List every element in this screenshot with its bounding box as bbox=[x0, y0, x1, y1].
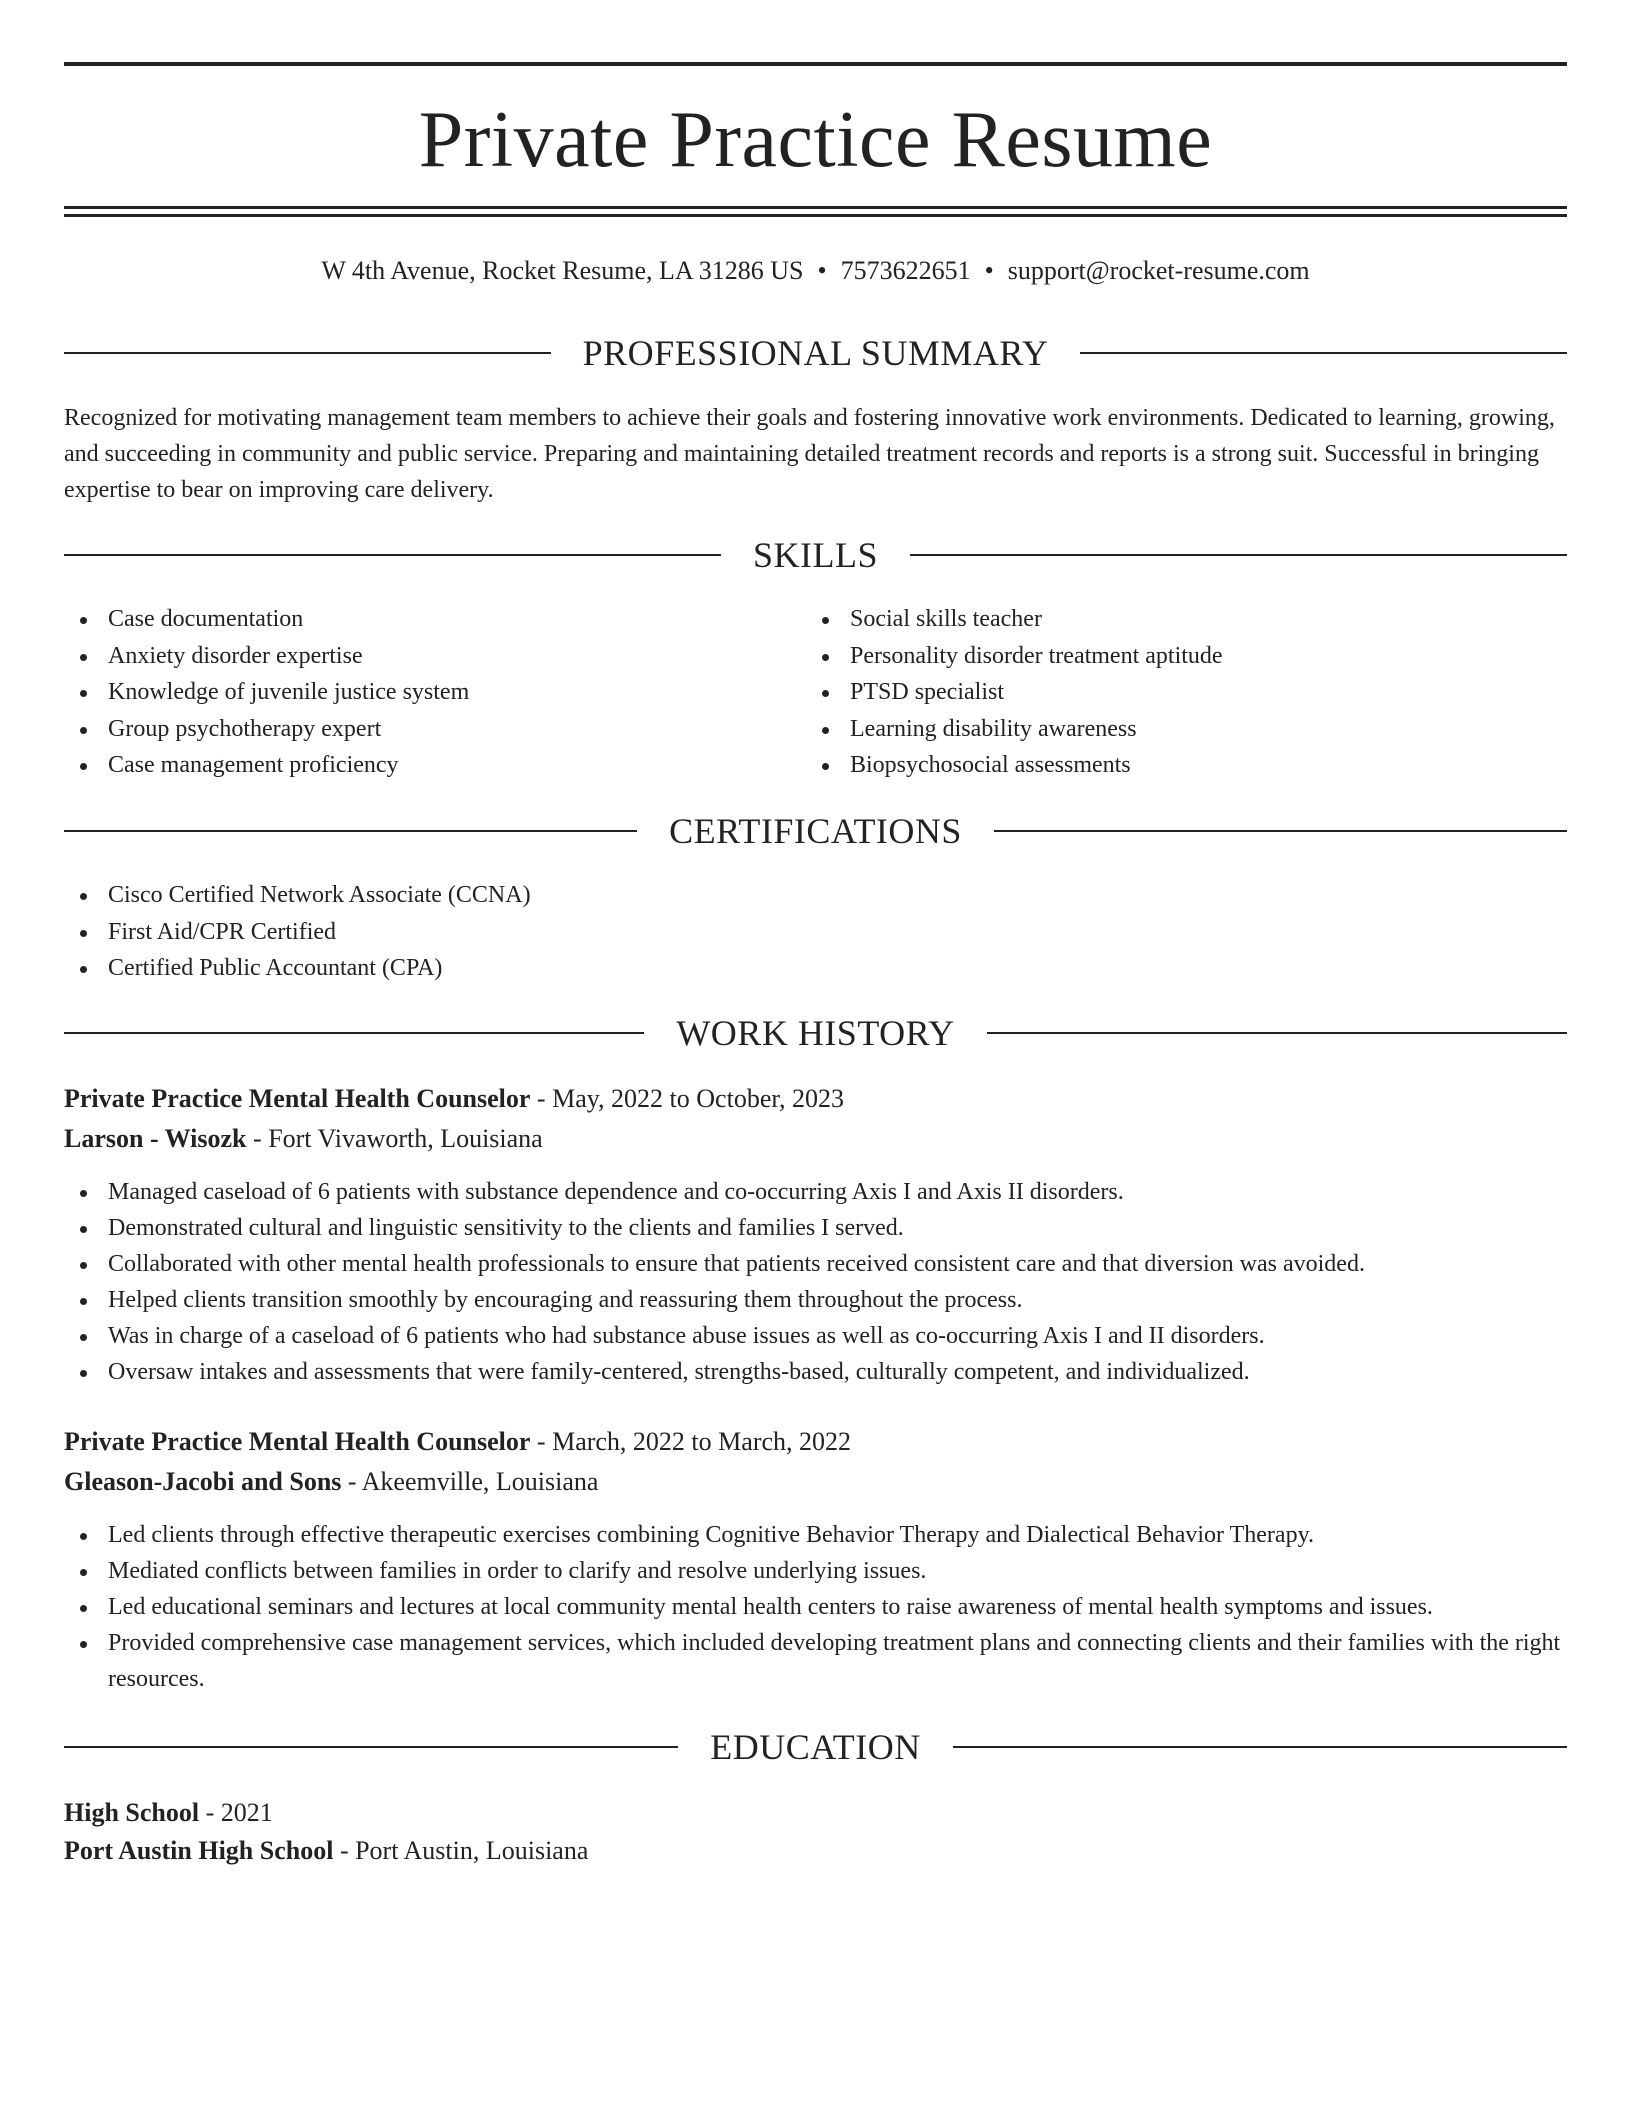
skill-item: Personality disorder treatment aptitude bbox=[806, 638, 1566, 675]
job-bullet: Collaborated with other mental health professionals to ensure that patients received consistent care and that diversion was avoided. bbox=[64, 1246, 1567, 1282]
skill-item: PTSD specialist bbox=[806, 674, 1566, 711]
certification-item: Cisco Certified Network Associate (CCNA) bbox=[64, 877, 1567, 914]
skill-item: Social skills teacher bbox=[806, 601, 1566, 638]
education-location: - Port Austin, Louisiana bbox=[333, 1836, 589, 1865]
certification-item: Certified Public Accountant (CPA) bbox=[64, 950, 1567, 987]
heading-rule bbox=[64, 352, 551, 354]
job-bullets bbox=[64, 1517, 1567, 1697]
header-top-rule bbox=[64, 62, 1567, 66]
job-title-line bbox=[64, 1079, 1567, 1119]
section-heading-certifications bbox=[64, 809, 1567, 853]
contact-phone: 7573622651 bbox=[840, 256, 971, 285]
job-bullet: Was in charge of a caseload of 6 patients who had substance abuse issues as well as co-occurring Axis I and II disorders. bbox=[64, 1318, 1567, 1354]
skill-item: Learning disability awareness bbox=[806, 711, 1566, 748]
skill-item: Anxiety disorder expertise bbox=[64, 638, 804, 675]
section-heading-skills bbox=[64, 533, 1567, 577]
certification-item: First Aid/CPR Certified bbox=[64, 914, 1567, 951]
skill-item: Case management proficiency bbox=[64, 747, 804, 784]
education-degree: High School bbox=[64, 1798, 200, 1827]
job-bullet: Demonstrated cultural and linguistic sensitivity to the clients and families I served. bbox=[64, 1210, 1567, 1246]
section-title: SKILLS bbox=[753, 535, 879, 575]
education-year: - 2021 bbox=[199, 1798, 273, 1827]
job-location: - Akeemville, Louisiana bbox=[341, 1467, 599, 1496]
job-bullet: Led educational seminars and lectures at local community mental health centers to raise awareness of mental health symptoms and issues. bbox=[64, 1589, 1567, 1625]
heading-rule bbox=[64, 1746, 678, 1748]
job-bullet: Helped clients transition smoothly by encouraging and reassuring them throughout the process. bbox=[64, 1282, 1567, 1318]
heading-rule bbox=[994, 830, 1567, 832]
job-company-line bbox=[64, 1462, 1567, 1502]
header-rule-upper bbox=[64, 206, 1567, 209]
header-rule-lower bbox=[64, 214, 1567, 217]
heading-rule bbox=[1080, 352, 1567, 354]
certifications-list bbox=[64, 877, 1567, 987]
heading-rule bbox=[64, 1032, 644, 1034]
skill-item: Knowledge of juvenile justice system bbox=[64, 674, 804, 711]
contact-email: support@rocket-resume.com bbox=[1007, 256, 1310, 285]
heading-rule bbox=[64, 554, 721, 556]
education-school-line bbox=[64, 1831, 1567, 1871]
contact-address: W 4th Avenue, Rocket Resume, LA 31286 US bbox=[321, 256, 804, 285]
contact-separator: • bbox=[817, 256, 827, 285]
heading-rule bbox=[953, 1746, 1567, 1748]
contact-line bbox=[64, 255, 1567, 287]
section-title: PROFESSIONAL SUMMARY bbox=[582, 333, 1049, 373]
resume-title: Private Practice Resume bbox=[418, 96, 1213, 184]
section-heading-summary bbox=[64, 331, 1567, 375]
job-title: Private Practice Mental Health Counselor bbox=[64, 1084, 531, 1113]
section-heading-education bbox=[64, 1725, 1567, 1769]
job-bullet: Provided comprehensive case management services, which included developing treatment plans and connecting clients and their families with the right resources. bbox=[64, 1625, 1567, 1697]
skills-list-left bbox=[64, 601, 804, 784]
job-dates: - March, 2022 to March, 2022 bbox=[530, 1427, 852, 1456]
job-title: Private Practice Mental Health Counselor bbox=[64, 1427, 531, 1456]
section-title: WORK HISTORY bbox=[676, 1013, 955, 1053]
heading-rule bbox=[910, 554, 1567, 556]
skill-item: Biopsychosocial assessments bbox=[806, 747, 1566, 784]
section-heading-work-history bbox=[64, 1011, 1567, 1055]
summary-text: Recognized for motivating management team members to achieve their goals and fostering innovative work environments. Dedicated to learning, growing, and succeeding in community and public service. Preparing and maintaining detailed treatment records and reports is a strong suit. Successful in bringing expertise to bear on improving care delivery. bbox=[64, 405, 1555, 503]
education-school: Port Austin High School bbox=[64, 1836, 334, 1865]
job-bullet: Mediated conflicts between families in order to clarify and resolve underlying issues. bbox=[64, 1553, 1567, 1589]
job-bullet: Oversaw intakes and assessments that were family-centered, strengths-based, culturally competent, and individualized. bbox=[64, 1354, 1567, 1390]
contact-separator: • bbox=[984, 256, 994, 285]
job-dates: - May, 2022 to October, 2023 bbox=[530, 1084, 844, 1113]
skills-list-right bbox=[806, 601, 1566, 784]
job-title-line bbox=[64, 1422, 1567, 1462]
heading-rule bbox=[987, 1032, 1567, 1034]
skill-item: Case documentation bbox=[64, 601, 804, 638]
job-bullets bbox=[64, 1174, 1567, 1390]
job-bullet: Led clients through effective therapeutic exercises combining Cognitive Behavior Therapy and Dialectical Behavior Therapy. bbox=[64, 1517, 1567, 1553]
job-bullet: Managed caseload of 6 patients with substance dependence and co-occurring Axis I and Axis II disorders. bbox=[64, 1174, 1567, 1210]
job-location: - Fort Vivaworth, Louisiana bbox=[246, 1124, 543, 1153]
section-title: EDUCATION bbox=[710, 1727, 921, 1767]
job-company-line bbox=[64, 1119, 1567, 1159]
heading-rule bbox=[64, 830, 637, 832]
skill-item: Group psychotherapy expert bbox=[64, 711, 804, 748]
section-title: CERTIFICATIONS bbox=[669, 811, 962, 851]
education-degree-line bbox=[64, 1793, 1567, 1833]
job-company: Larson - Wisozk bbox=[64, 1124, 247, 1153]
job-company: Gleason-Jacobi and Sons bbox=[64, 1467, 342, 1496]
